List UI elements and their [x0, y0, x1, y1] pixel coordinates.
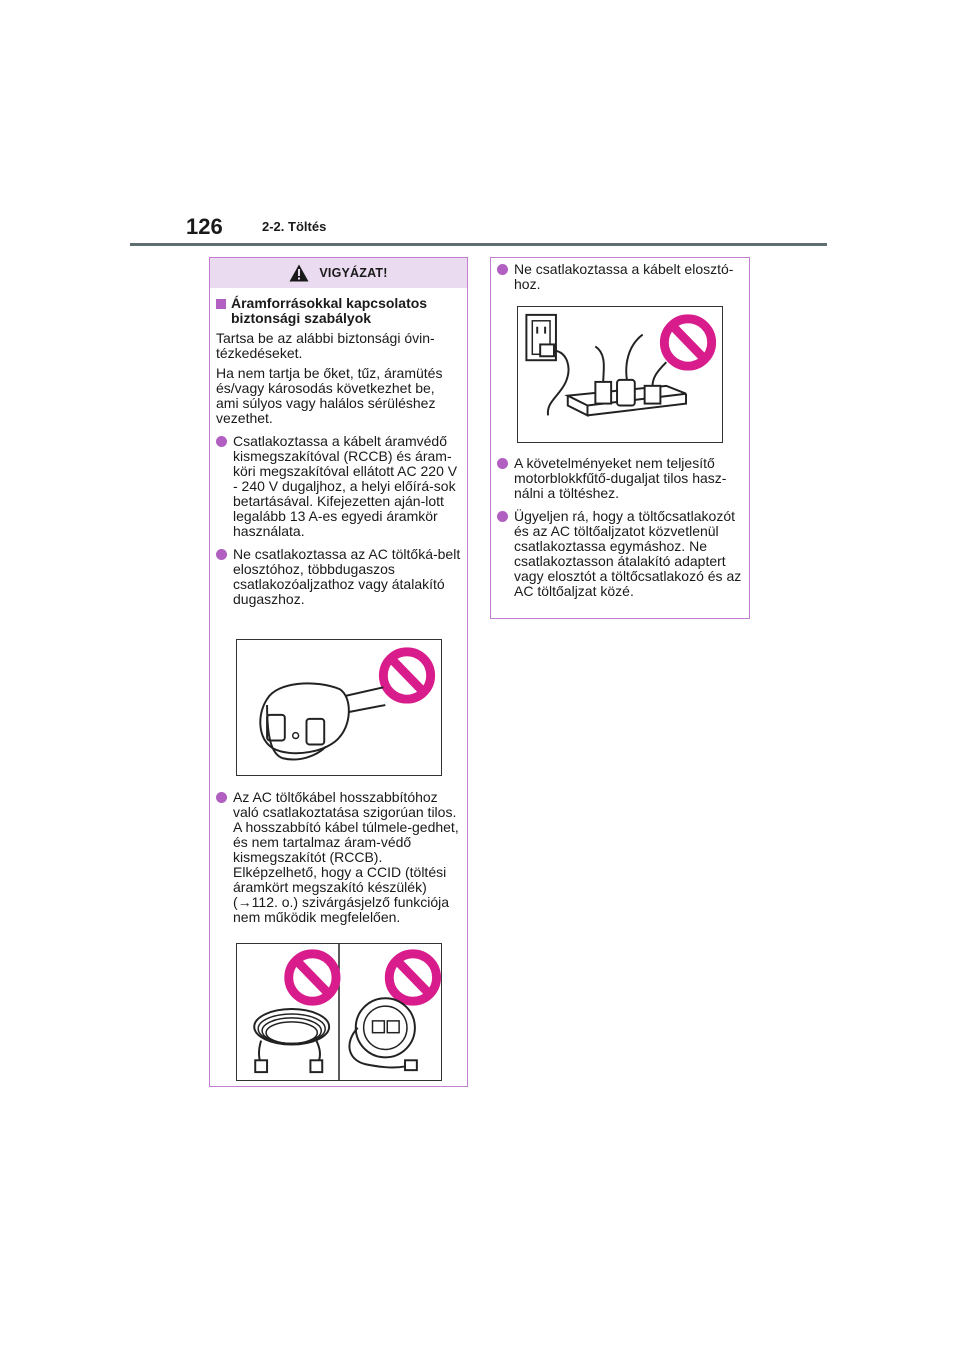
caution-bullet — [216, 434, 461, 539]
right-content-lower — [491, 452, 749, 599]
caution-bullet-text: Az AC töltőkábel hosszabbítóhoz való csatlakoztatása szigorúan tilos. A hosszabbító kábel túlmele-gedhet, és nem tartalmaz áram-védő kismegszakítót (RCCB). Elképzelhető, hogy a CCID (töltési áramkört megszakító készülék) (→112. o.) szivárgásjelző funkciója nem működik megfelelően. — [233, 789, 459, 925]
square-bullet-icon — [216, 299, 226, 309]
caution-bullet-text: Ne csatlakoztassa az AC töltőká-belt elosztóhoz, többdugaszos csatlakozóaljzathoz vagy átalakító dugaszhoz. — [233, 546, 461, 607]
caution-content-lower — [210, 786, 467, 925]
right-bullet-text: Ne csatlakoztassa a kábelt elosztó-hoz. — [514, 261, 734, 292]
right-bullet — [497, 456, 743, 501]
right-bullet — [497, 509, 743, 599]
extension-cord-illustration — [237, 944, 441, 1080]
adapter-plug-illustration — [237, 640, 441, 775]
caution-intro-1: Tartsa be az alábbi biztonsági óvin-tézkedéseket. — [216, 330, 435, 361]
bullet-dot-icon — [497, 511, 508, 522]
caution-bullet — [216, 790, 461, 925]
caution-header — [210, 258, 467, 288]
bullet-dot-icon — [497, 264, 508, 275]
caution-content — [210, 288, 467, 607]
power-strip-figure — [517, 306, 723, 443]
right-bullet-text: Ügyeljen rá, hogy a töltőcsatlakozót és az AC töltőaljzatot közvetlenül csatlakoztassa egymáshoz. Ne csatlakoztasson átalakító adaptert vagy elosztót a töltőcsatlakozó és az AC töltőaljzat közé. — [514, 508, 742, 599]
caution-intro-2: Ha nem tartja be őket, tűz, áramütés és/vagy károsodás következhet be, ami súlyos vagy halálos sérüléshez vezethet. — [216, 365, 443, 426]
caution-heading-text: Áramforrásokkal kapcsolatos biztonsági szabályok — [231, 295, 428, 326]
caution-bullet — [216, 547, 461, 607]
warning-triangle-icon — [289, 264, 309, 282]
section-title: 2-2. Töltés — [262, 219, 327, 234]
right-content-top — [491, 258, 749, 292]
header-rule — [130, 243, 827, 246]
power-strip-illustration — [518, 307, 722, 442]
right-bullet — [497, 262, 743, 292]
caution-heading — [216, 296, 461, 326]
right-bullet-text: A követelményeket nem teljesítő motorblokkfűtő-dugaljat tilos hasz-nálni a töltéshez. — [514, 455, 727, 501]
bullet-dot-icon — [216, 549, 227, 560]
bullet-dot-icon — [216, 436, 227, 447]
caution-label: VIGYÁZAT! — [319, 266, 388, 280]
extension-cord-figure — [236, 943, 442, 1081]
bullet-dot-icon — [497, 458, 508, 469]
page-number: 126 — [186, 214, 223, 239]
adapter-plug-figure — [236, 639, 442, 776]
caution-bullet-text: Csatlakoztassa a kábelt áramvédő kismegszakítóval (RCCB) és áram-köri megszakítóval ellátott AC 220 V - 240 V dugaljhoz, a helyi előírá-sok betartásával. Kifejezetten aján-lott legalább 13 A-es egyedi áramkör használata. — [233, 433, 458, 539]
bullet-dot-icon — [216, 792, 227, 803]
